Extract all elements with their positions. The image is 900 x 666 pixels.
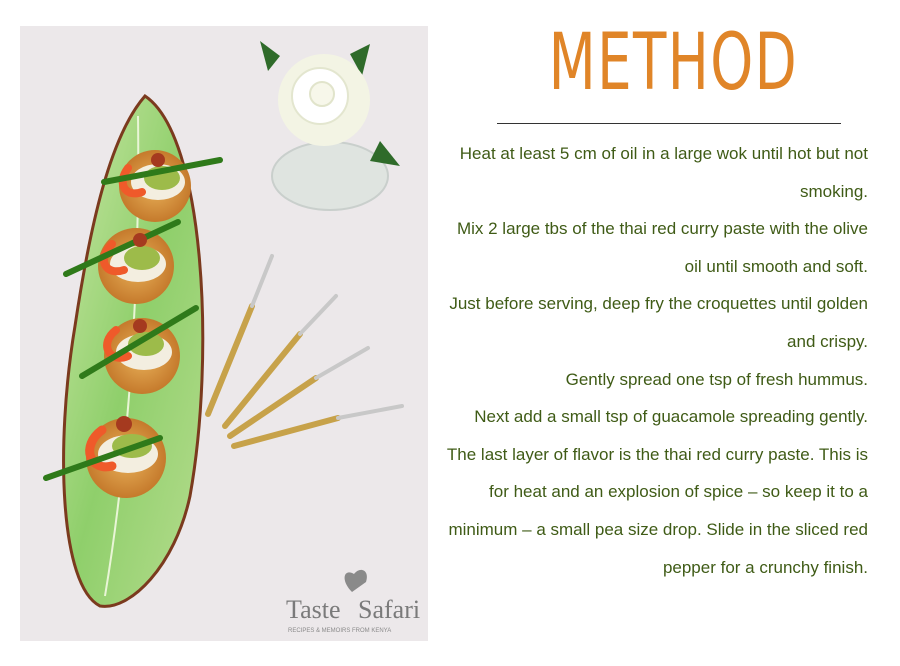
method-step: Heat at least 5 cm of oil in a large wok until hot but not smoking. (459, 144, 868, 201)
svg-text:Safari: Safari (358, 595, 421, 624)
food-photo (20, 26, 428, 641)
method-text (440, 135, 868, 586)
svg-text:RECIPES & MEMOIRS FROM KENYA: RECIPES & MEMOIRS FROM KENYA (288, 628, 392, 634)
method-step: Mix 2 large tbs of the thai red curry paste with the olive oil until smooth and soft. (456, 219, 868, 276)
method-heading: METHOD (548, 18, 799, 108)
heading-divider (497, 123, 841, 124)
method-step: Next add a small tsp of guacamole spreading gently. (474, 407, 868, 427)
method-step: Just before serving, deep fry the croquettes until golden and crispy. (449, 294, 868, 351)
svg-text:Taste: Taste (286, 595, 341, 624)
method-step: Gently spread one tsp of fresh hummus. (565, 369, 868, 389)
method-step: The last layer of flavor is the thai red curry paste. This is for heat and an explosion of spice – so keep it to a minimum – a small pea size drop. Slide in the sliced red pepper for a crunchy finish. (446, 444, 868, 577)
